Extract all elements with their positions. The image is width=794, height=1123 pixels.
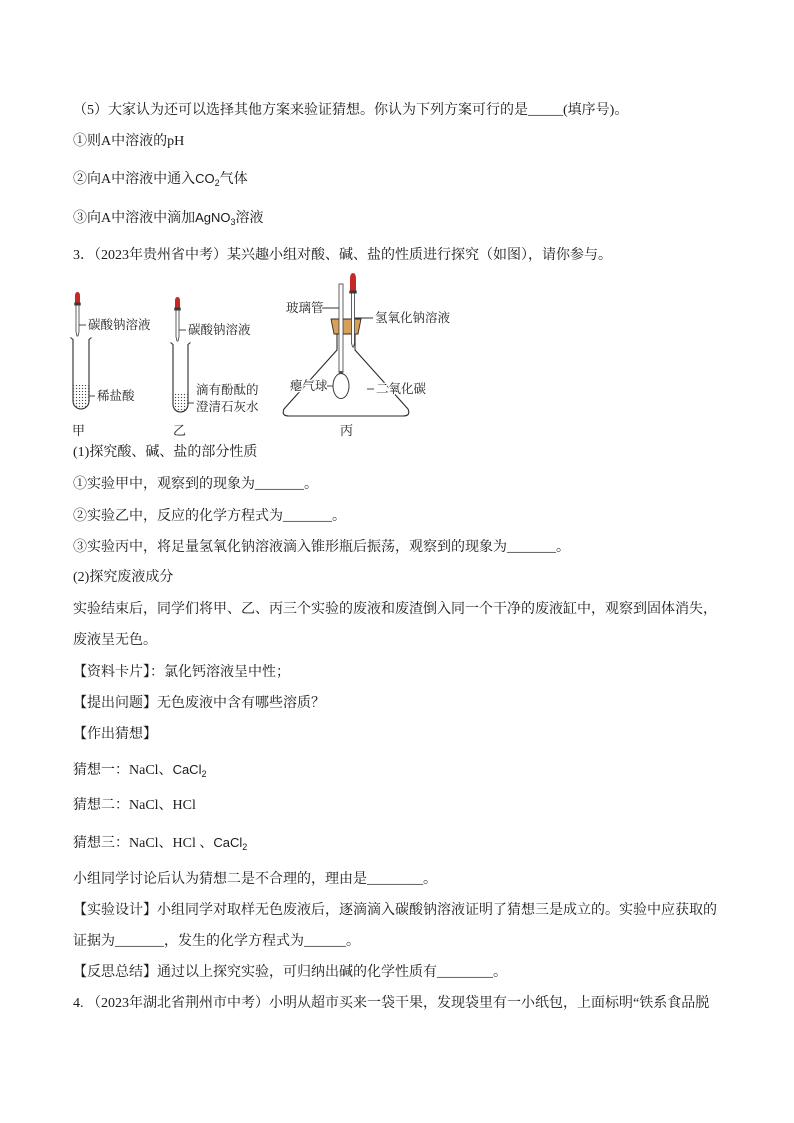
q3-stem: 3．（2023年贵州省中考）某兴趣小组对酸、碱、盐的性质进行探究（如图），请你参与。 bbox=[73, 248, 612, 263]
part2-title: (2)探究废液成分 bbox=[73, 570, 174, 585]
part1-item-1: ①实验甲中，观察到的现象为_______。 bbox=[73, 477, 318, 492]
dropper-tube-yi bbox=[176, 311, 179, 342]
deflated-balloon bbox=[333, 374, 349, 399]
label-balloon: 瘪气球 bbox=[290, 378, 328, 393]
agno3-formula-subscript: 3 bbox=[230, 217, 236, 227]
co2-formula-subscript: 2 bbox=[214, 178, 220, 188]
discussion: 小组同学讨论后认为猜想二是不合理的，理由是________。 bbox=[73, 872, 437, 887]
q5-option-2 bbox=[73, 169, 248, 190]
apparatus-yi bbox=[171, 297, 260, 439]
hypothesis-3-prefix: 猜想三：NaCl、HCl 、 bbox=[73, 836, 214, 851]
hypothesis-1-prefix: 猜想一：NaCl、 bbox=[73, 763, 173, 778]
experiment-design-line1: 【实验设计】小组同学对取样无色废液后，逐滴滴入碳酸钠溶液证明了猜想三是成立的。实验中应获取的 bbox=[73, 903, 717, 918]
label-carbon-dioxide: 二氧化碳 bbox=[376, 381, 427, 396]
experiment-design-line2: 证据为_______，发生的化学方程式为______。 bbox=[73, 934, 360, 949]
cacl2-formula-subscript: 2 bbox=[201, 769, 207, 779]
info-card: 【资料卡片】：氯化钙溶液呈中性； bbox=[73, 665, 290, 680]
q5-option-2-prefix: ②向A中溶液中通入 bbox=[73, 172, 196, 187]
label-liquid-yi-line2: 澄清石灰水 bbox=[196, 399, 259, 414]
dropper-tube-jia bbox=[76, 306, 79, 337]
caption-bing: 丙 bbox=[340, 424, 354, 439]
glass-tube bbox=[339, 284, 343, 372]
cacl2-formula bbox=[173, 762, 207, 777]
hypothesis-1 bbox=[73, 760, 206, 781]
hypothesis-2: 猜想二：NaCl、HCl bbox=[73, 798, 196, 813]
label-naoh-solution: 氢氧化钠溶液 bbox=[375, 310, 451, 325]
reflection-summary: 【反思总结】通过以上探究实验，可归纳出碱的化学性质有________。 bbox=[73, 965, 507, 980]
hypothesis-heading: 【作出猜想】 bbox=[73, 727, 157, 742]
dropper-collar-bing bbox=[349, 291, 356, 294]
cacl2-formula bbox=[213, 835, 247, 850]
caption-jia: 甲 bbox=[72, 424, 86, 439]
liquid-jia bbox=[74, 385, 89, 408]
part1-title: (1)探究酸、碱、盐的部分性质 bbox=[73, 445, 258, 460]
part1-item-3: ③实验丙中，将足量氢氧化钠溶液滴入锥形瓶后振荡，观察到的现象为_______。 bbox=[73, 540, 570, 555]
dropper-bulb-yi bbox=[175, 297, 180, 308]
cacl2-formula-base: CaCl bbox=[213, 835, 243, 850]
part2-intro-line2: 废液呈无色。 bbox=[73, 633, 157, 648]
dropper-bulb-jia bbox=[75, 292, 80, 303]
cacl2-formula-subscript: 2 bbox=[242, 842, 248, 852]
q4-stem: 4. （2023年湖北省荆州市中考）小明从超市买来一袋干果，发现袋里有一小纸包，上面标明“铁系食品脱 bbox=[73, 996, 710, 1011]
q5-option-3-suffix: 溶液 bbox=[235, 211, 264, 226]
liquid-yi bbox=[174, 393, 188, 411]
part2-intro-line1: 实验结束后，同学们将甲、乙、丙三个实验的废液和废渣倒入同一个干净的废液缸中，观察到固体消失， bbox=[73, 602, 717, 617]
label-dropper-jia: 碳酸钠溶液 bbox=[88, 317, 151, 332]
co2-formula bbox=[195, 171, 220, 186]
dropper-collar-yi bbox=[174, 308, 180, 311]
rubber-stopper bbox=[331, 319, 361, 334]
apparatus-jia bbox=[71, 292, 152, 439]
agno3-formula-base: AgNO bbox=[195, 210, 231, 225]
co2-formula-base: CO bbox=[195, 171, 215, 186]
dropper-collar-jia bbox=[74, 303, 80, 306]
part1-item-2: ②实验乙中，反应的化学方程式为_______。 bbox=[73, 509, 346, 524]
label-liquid-yi-line1: 滴有酚酞的 bbox=[196, 382, 259, 397]
label-dropper-yi: 碳酸钠溶液 bbox=[188, 322, 251, 337]
q5-option-3-prefix: ③向A中溶液中滴加 bbox=[73, 211, 196, 226]
q5-option-3 bbox=[73, 208, 264, 229]
agno3-formula bbox=[195, 210, 235, 225]
q5-option-2-suffix: 气体 bbox=[219, 172, 248, 187]
experiment-apparatus-figure bbox=[60, 266, 460, 444]
research-question: 【提出问题】无色废液中含有哪些溶质？ bbox=[73, 696, 325, 711]
label-glass-tube: 玻璃管 bbox=[286, 300, 324, 315]
conical-flask bbox=[283, 334, 409, 416]
q5-option-1: ①则A中溶液的pH bbox=[73, 134, 185, 149]
hypothesis-3 bbox=[73, 833, 247, 854]
cacl2-formula-base: CaCl bbox=[172, 762, 202, 777]
label-liquid-jia: 稀盐酸 bbox=[97, 388, 135, 403]
apparatus-bing bbox=[283, 273, 450, 439]
dropper-tube-bing bbox=[352, 294, 355, 348]
caption-yi: 乙 bbox=[173, 424, 187, 439]
dropper-bulb-bing bbox=[350, 273, 356, 291]
q5-stem: （5）大家认为还可以选择其他方案来验证猜想。你认为下列方案可行的是_____(填序号)。 bbox=[73, 103, 629, 118]
